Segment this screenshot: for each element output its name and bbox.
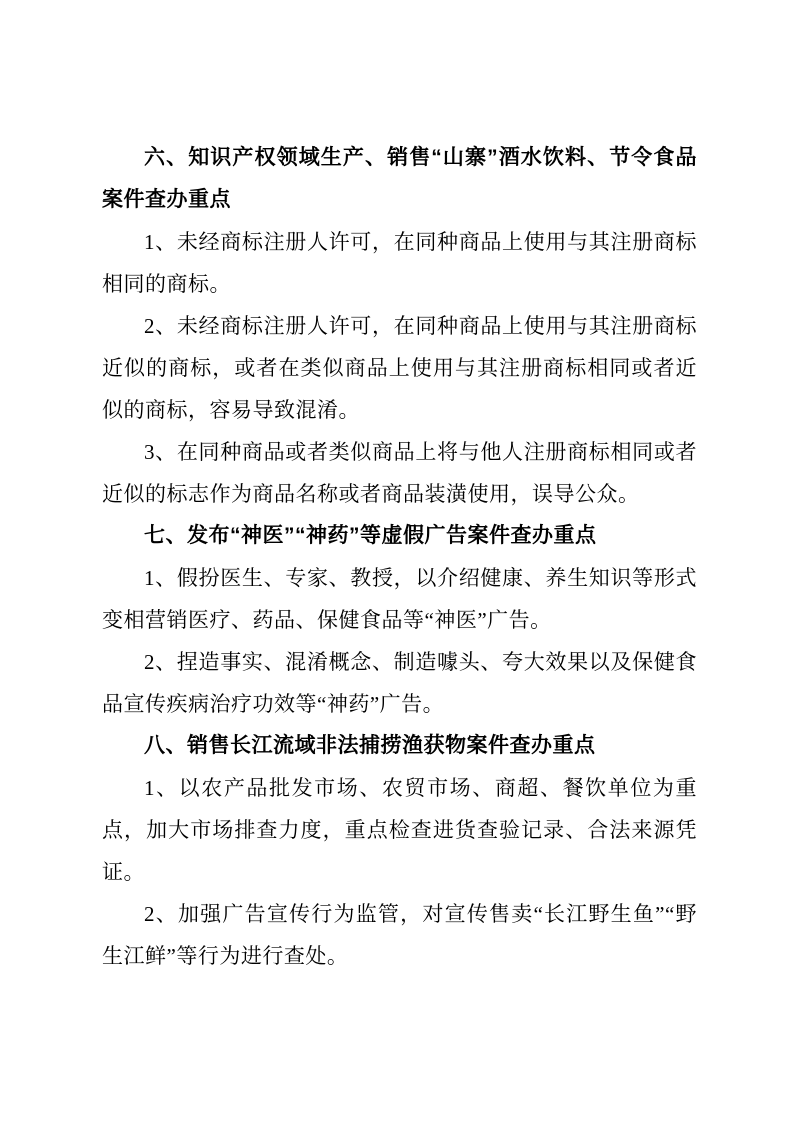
section-7-item-2: 2、捏造事实、混淆概念、制造噱头、夸大效果以及保健食品宣传疾病治疗功效等“神药”广告。 xyxy=(102,650,697,716)
section-6-item-3: 3、在同种商品或者类似商品上将与他人注册商标相同或者近似的标志作为商品名称或者商品装潢使用，误导公众。 xyxy=(102,440,697,506)
section-6-item-1: 1、未经商标注册人许可，在同种商品上使用与其注册商标相同的商标。 xyxy=(102,230,697,296)
section-8-item-1: 1、以农产品批发市场、农贸市场、商超、餐饮单位为重点，加大市场排查力度，重点检查进货查验记录、合法来源凭证。 xyxy=(102,776,697,884)
section-7-heading: 七、发布“神医”“神药”等虚假广告案件查办重点 xyxy=(144,524,597,547)
section-8 xyxy=(102,725,697,977)
section-6-item-2: 2、未经商标注册人许可，在同种商品上使用与其注册商标近似的商标，或者在类似商品上使用与其注册商标相同或者近似的商标，容易导致混淆。 xyxy=(102,314,697,422)
section-7 xyxy=(102,515,697,725)
document-body xyxy=(102,137,697,977)
section-8-heading: 八、销售长江流域非法捕捞渔获物案件查办重点 xyxy=(144,734,596,757)
section-6-heading: 六、知识产权领域生产、销售“山寨”酒水饮料、节令食品案件查办重点 xyxy=(102,146,697,211)
section-7-item-1: 1、假扮医生、专家、教授，以介绍健康、养生知识等形式变相营销医疗、药品、保健食品等“神医”广告。 xyxy=(102,566,697,632)
section-6 xyxy=(102,137,697,515)
section-8-item-2: 2、加强广告宣传行为监管，对宣传售卖“长江野生鱼”“野生江鲜”等行为进行查处。 xyxy=(102,902,697,968)
